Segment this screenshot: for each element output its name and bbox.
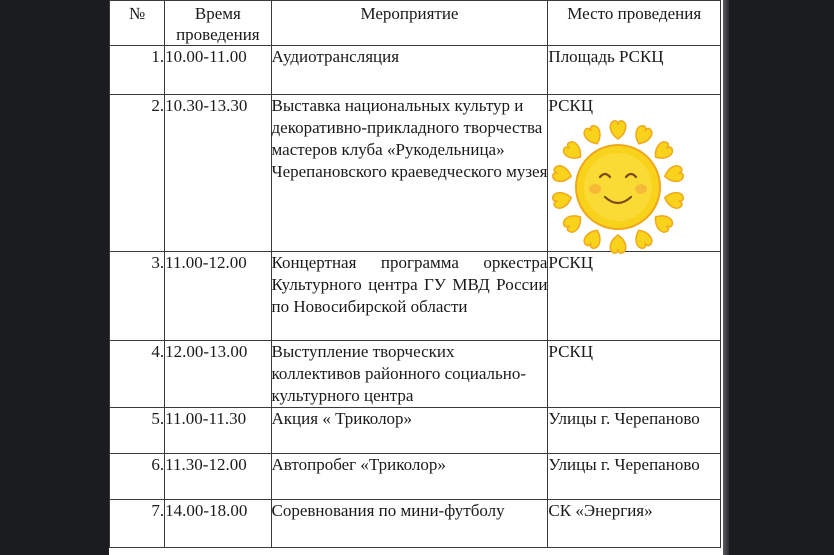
row-event: Аудиотрансляция <box>271 46 548 95</box>
header-event: Мероприятие <box>271 1 548 46</box>
header-row <box>110 1 721 46</box>
row-number: 6. <box>110 454 165 500</box>
sun-ray <box>552 190 573 209</box>
sun-ray <box>632 124 654 147</box>
row-place: РСКЦ <box>548 341 721 408</box>
row-place: РСКЦ <box>548 252 721 341</box>
sun-ray <box>663 165 684 184</box>
row-event: Соревнования по мини-футболу <box>271 500 548 548</box>
table-row <box>110 46 721 95</box>
header-time: Время проведения <box>165 1 271 46</box>
sun-ray <box>562 140 586 164</box>
sun-ray <box>583 227 605 250</box>
row-place: Площадь РСКЦ <box>548 46 721 95</box>
row-place: Улицы г. Черепаново <box>548 408 721 454</box>
row-place: СК «Энергия» <box>548 500 721 548</box>
row-number: 1. <box>110 46 165 95</box>
document-page <box>109 0 723 555</box>
row-time: 11.30-12.00 <box>165 454 271 500</box>
sun-ray <box>562 211 586 235</box>
table-row <box>110 408 721 454</box>
row-time: 12.00-13.00 <box>165 341 271 408</box>
sun-ray <box>611 121 627 139</box>
row-place: РСКЦ <box>548 96 594 115</box>
table-row <box>110 454 721 500</box>
sun-ray <box>663 190 684 209</box>
row-number: 3. <box>110 252 165 341</box>
row-number: 5. <box>110 408 165 454</box>
row-event: Автопробег «Триколор» <box>271 454 548 500</box>
sun-ray <box>552 165 573 184</box>
table-row <box>110 500 721 548</box>
table-row <box>110 95 721 252</box>
row-event: Выступление творческих коллективов районного социально-культурного центра <box>271 341 548 408</box>
sun-ray <box>651 211 675 235</box>
smiling-sun-icon <box>548 119 688 254</box>
row-time: 10.30-13.30 <box>165 95 271 252</box>
table-row <box>110 252 721 341</box>
row-number: 4. <box>110 341 165 408</box>
row-place-with-sun <box>548 95 721 252</box>
row-event: Концертная программа оркестра Культурного центра ГУ МВД России по Новосибирской области <box>271 252 548 341</box>
row-number: 7. <box>110 500 165 548</box>
schedule-table <box>109 0 721 548</box>
table-row <box>110 341 721 408</box>
sun-ray <box>651 140 675 164</box>
sun-ray <box>611 235 627 253</box>
row-time: 11.00-11.30 <box>165 408 271 454</box>
sun-ray <box>583 124 605 147</box>
row-event: Выставка национальных культур и декоративно-прикладного творчества мастеров клуба «Рукодельница» Черепановского краеведческого музея <box>271 95 548 252</box>
header-number: № <box>110 1 165 46</box>
row-number: 2. <box>110 95 165 252</box>
header-place: Место проведения <box>548 1 721 46</box>
row-time: 10.00-11.00 <box>165 46 271 95</box>
row-time: 11.00-12.00 <box>165 252 271 341</box>
row-event: Акция « Триколор» <box>271 408 548 454</box>
row-time: 14.00-18.00 <box>165 500 271 548</box>
page-edge-shadow <box>723 0 729 555</box>
row-place: Улицы г. Черепаново <box>548 454 721 500</box>
sun-ray <box>632 227 654 250</box>
